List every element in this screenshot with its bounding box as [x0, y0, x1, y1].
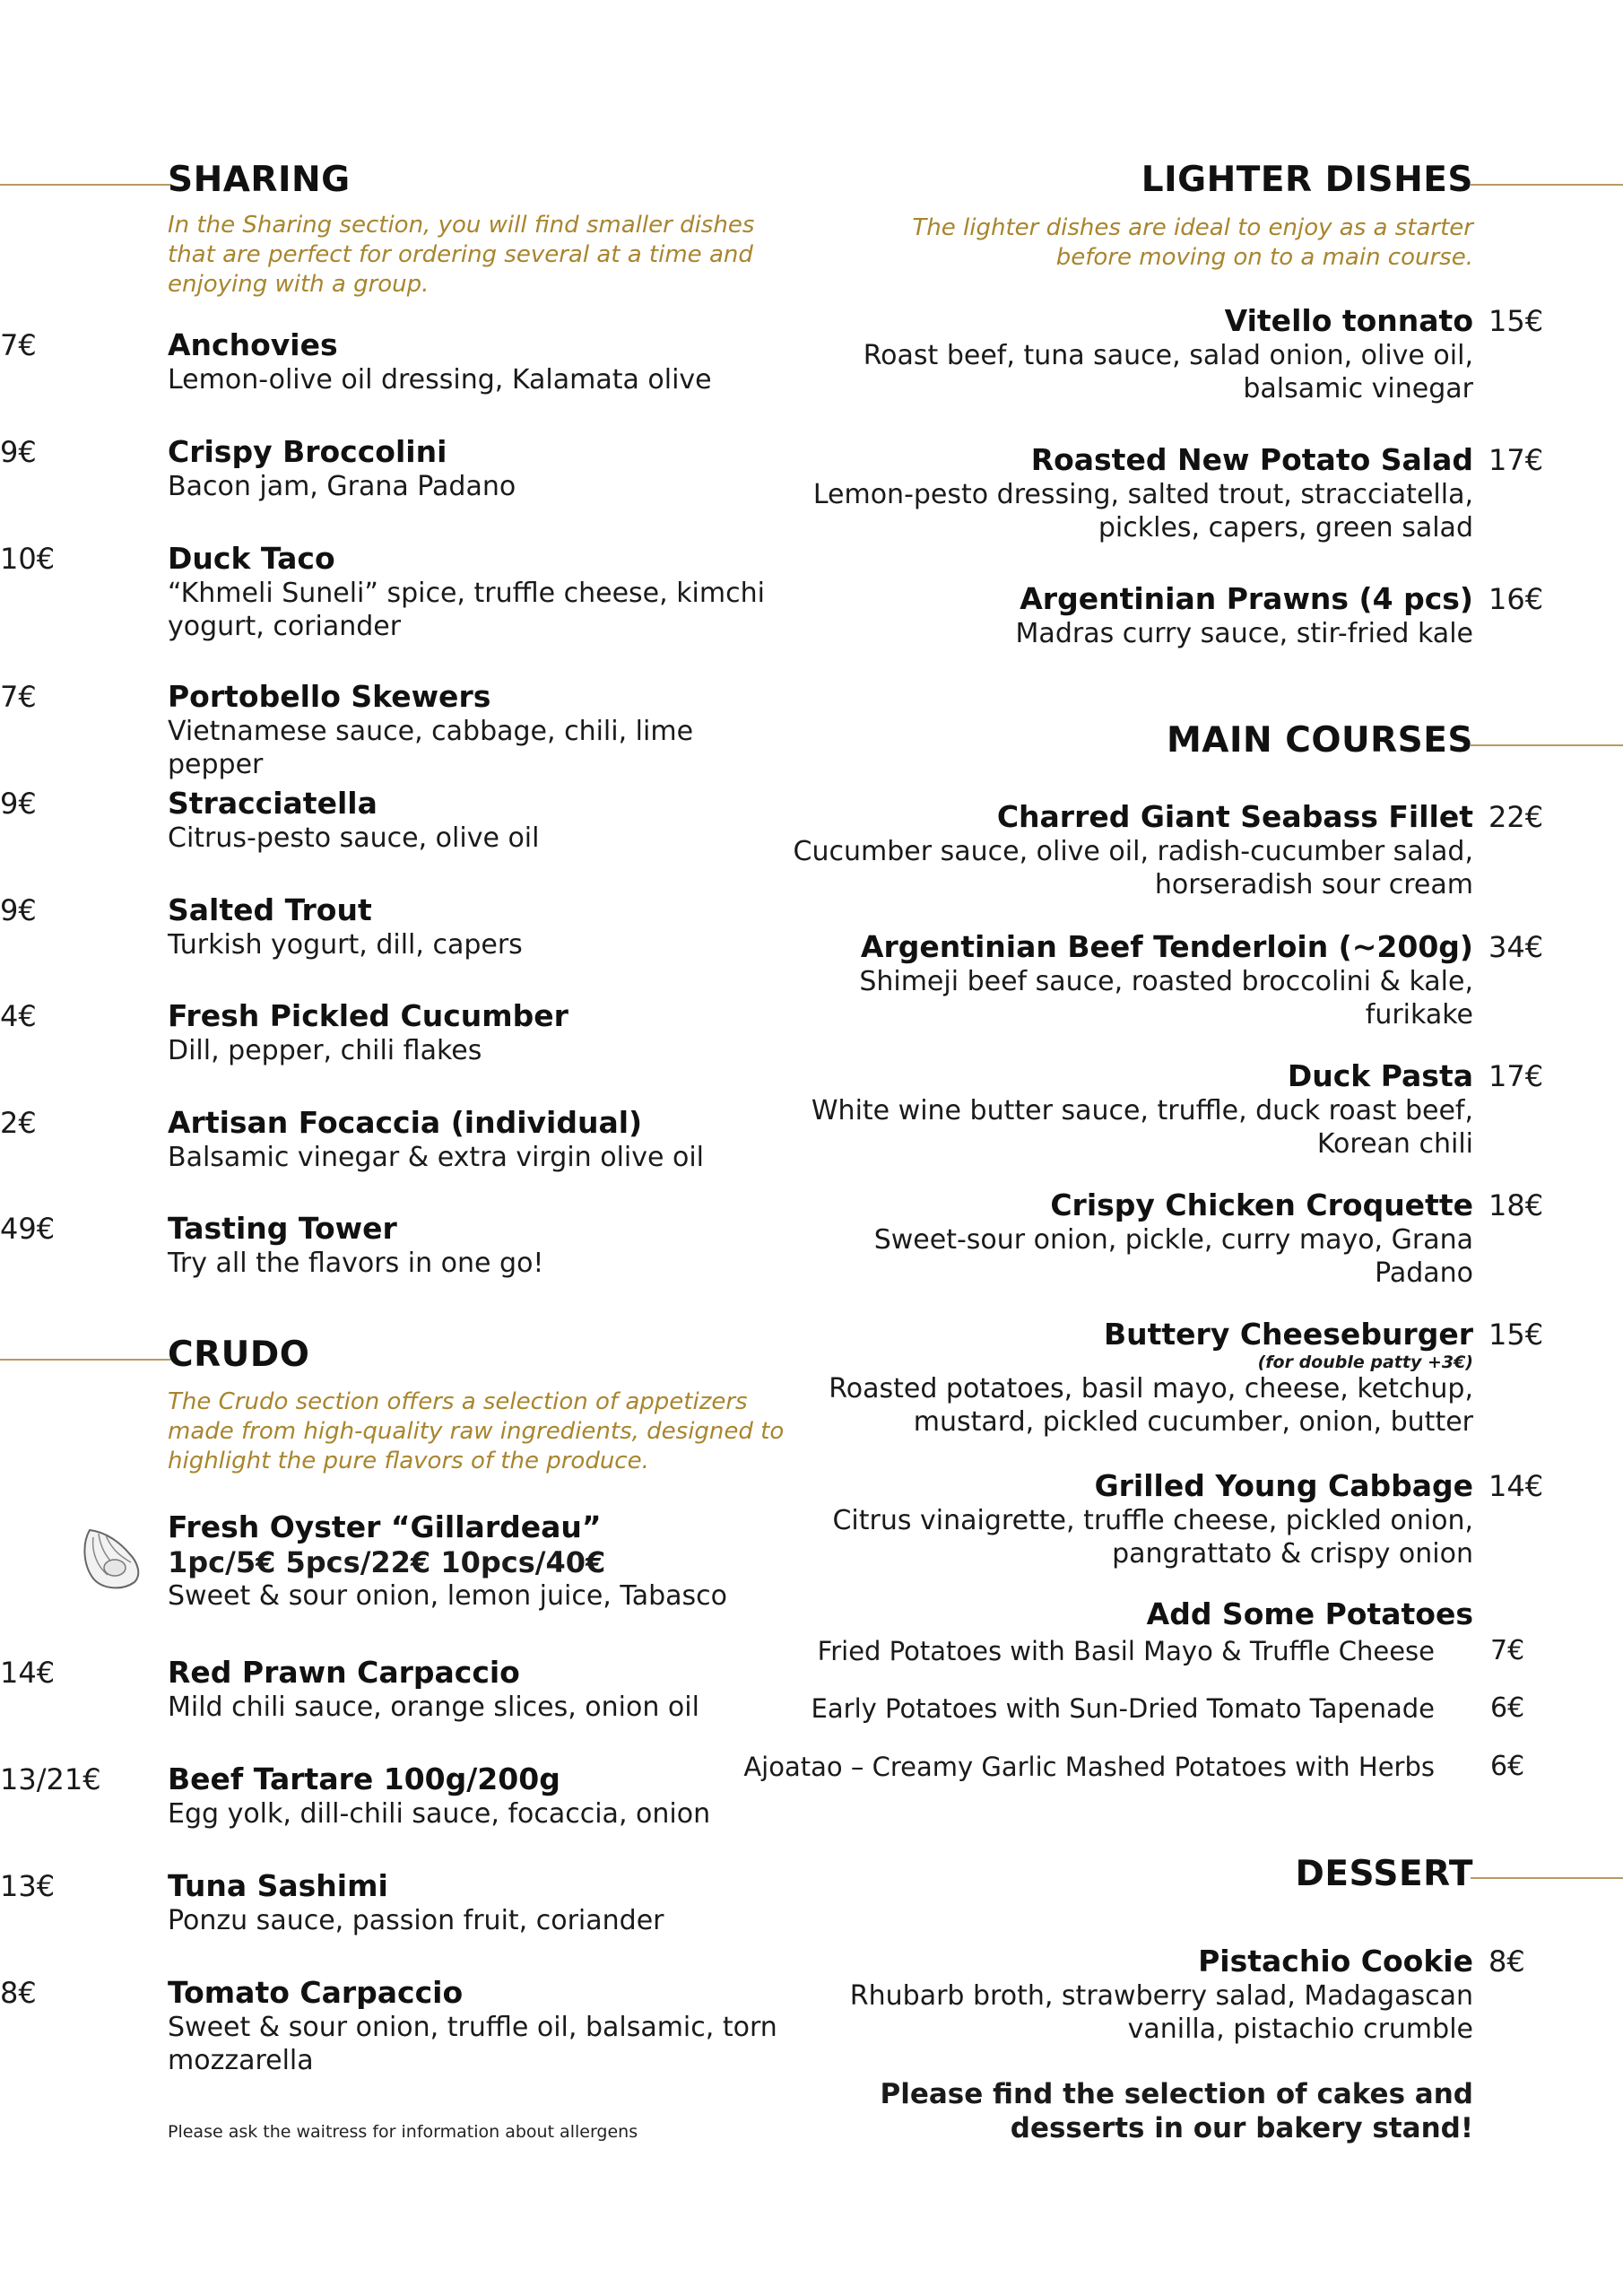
menu-item [792, 303, 1473, 405]
item-name: Duck Taco [168, 541, 335, 576]
item-desc: Vietnamese sauce, cabbage, chili, lime pepper [168, 716, 694, 780]
item-price: 9€ [0, 435, 37, 469]
allergen-note: Please ask the waitress for information about allergens [168, 2122, 638, 2142]
crudo-heading: CRUDO [168, 1335, 310, 1375]
item-price: 17€ [1488, 443, 1544, 477]
menu-item [168, 786, 786, 855]
item-price: 14€ [0, 1656, 56, 1690]
menu-item [168, 679, 786, 781]
crudo-rule [0, 1359, 170, 1361]
item-price: 8€ [1488, 1944, 1525, 1979]
item-price: 13/21€ [0, 1762, 101, 1796]
item-desc: Roast beef, tuna sauce, salad onion, olive oil, balsamic vinegar [863, 340, 1473, 404]
item-desc: Bacon jam, Grana Padano [168, 471, 516, 502]
item-name: Portobello Skewers [168, 679, 491, 714]
item-note: (for double patty +3€) [1257, 1352, 1473, 1372]
menu-item [168, 1868, 786, 1937]
dessert-heading: DESSERT [1295, 1854, 1473, 1894]
item-desc: Lemon-olive oil dressing, Kalamata olive [168, 364, 712, 396]
item-price: 17€ [1488, 1059, 1544, 1093]
item-price: 2€ [0, 1106, 37, 1140]
oyster-desc: Sweet & sour onion, lemon juice, Tabasco [168, 1580, 728, 1612]
item-name: Pistachio Cookie [1198, 1944, 1473, 1979]
item-name: Argentinian Beef Tenderloin (~200g) [860, 929, 1473, 964]
item-price: 8€ [0, 1976, 37, 2010]
item-name: Artisan Focaccia (individual) [168, 1105, 643, 1140]
item-desc: Shimeji beef sauce, roasted broccolini & kale, furikake [859, 966, 1473, 1031]
item-desc: White wine butter sauce, truffle, duck roast beef, Korean chili [811, 1095, 1473, 1160]
menu-item [168, 892, 786, 961]
item-price: 18€ [1488, 1188, 1544, 1222]
item-name: Anchovies [168, 327, 338, 362]
item-price: 34€ [1488, 930, 1544, 964]
item-name: Argentinian Prawns (4 pcs) [1020, 581, 1473, 616]
item-price: 14€ [1488, 1469, 1544, 1503]
item-price: 9€ [0, 787, 37, 821]
sharing-intro: In the Sharing section, you will find smaller dishes that are perfect for ordering several at a time and enjoying with a group. [168, 212, 755, 298]
item-name: Crispy Chicken Croquette [1050, 1187, 1473, 1222]
lighter-heading: LIGHTER DISHES [1141, 160, 1473, 200]
item-desc: Madras curry sauce, stir-fried kale [1015, 618, 1473, 649]
menu-item [168, 327, 786, 396]
menu-item [792, 1317, 1473, 1439]
item-desc: Try all the flavors in one go! [168, 1248, 544, 1279]
item-name: Stracciatella [168, 786, 378, 821]
item-name: Charred Giant Seabass Fillet [996, 799, 1473, 834]
menu-item [168, 998, 786, 1067]
item-desc: Lemon-pesto dressing, salted trout, stracciatella, pickles, capers, green salad [812, 479, 1473, 544]
potato-price: 7€ [1490, 1635, 1525, 1666]
menu-item [792, 1468, 1473, 1570]
item-desc: Balsamic vinegar & extra virgin olive oil [168, 1142, 705, 1173]
item-name: Tomato Carpaccio [168, 1975, 464, 2010]
item-desc: Mild chili sauce, orange slices, onion oil [168, 1692, 699, 1723]
item-name: Salted Trout [168, 892, 372, 927]
potato-price: 6€ [1490, 1692, 1525, 1724]
item-price: 9€ [0, 893, 37, 927]
item-name: Red Prawn Carpaccio [168, 1655, 520, 1690]
dessert-rule [1471, 1877, 1623, 1879]
menu-item [792, 799, 1473, 901]
potato-price: 6€ [1490, 1751, 1525, 1782]
menu-item [168, 434, 786, 503]
sharing-rule [0, 184, 170, 186]
potatoes-heading: Add Some Potatoes [1146, 1596, 1473, 1631]
item-desc: “Khmeli Suneli” spice, truffle cheese, kimchi yogurt, coriander [168, 578, 765, 642]
item-price: 7€ [0, 328, 37, 362]
potato-item: Fried Potatoes with Basil Mayo & Truffle Cheese [817, 1636, 1435, 1666]
menu-item [792, 1187, 1473, 1290]
item-desc: Citrus vinaigrette, truffle cheese, pickled onion, pangrattato & crispy onion [832, 1505, 1473, 1570]
mains-heading: MAIN COURSES [1166, 720, 1473, 761]
item-name: Grilled Young Cabbage [1094, 1468, 1473, 1503]
item-price: 15€ [1488, 304, 1544, 338]
menu-item [792, 442, 1473, 544]
item-price: 15€ [1488, 1318, 1544, 1352]
oyster-prices: 1pc/5€ 5pcs/22€ 10pcs/40€ [168, 1545, 606, 1579]
item-desc: Roasted potatoes, basil mayo, cheese, ketchup, mustard, pickled cucumber, onion, butter [829, 1373, 1473, 1438]
potato-item: Early Potatoes with Sun-Dried Tomato Tapenade [811, 1693, 1435, 1724]
item-desc: Sweet-sour onion, pickle, curry mayo, Grana Padano [873, 1224, 1473, 1289]
item-name: Fresh Pickled Cucumber [168, 998, 568, 1033]
item-desc: Ponzu sauce, passion fruit, coriander [168, 1905, 664, 1936]
item-desc: Rhubarb broth, strawberry salad, Madagascan vanilla, pistachio crumble [849, 1980, 1473, 2045]
menu-item [168, 1105, 786, 1174]
bakery-note: Please find the selection of cakes and desserts in our bakery stand! [880, 2078, 1473, 2144]
potato-item: Ajoatao – Creamy Garlic Mashed Potatoes with Herbs [743, 1752, 1435, 1782]
menu-item [792, 1058, 1473, 1161]
item-desc: Turkish yogurt, dill, capers [168, 929, 523, 961]
menu-item [168, 1975, 786, 2077]
item-name: Tuna Sashimi [168, 1868, 388, 1903]
item-name: Buttery Cheeseburger [1103, 1317, 1473, 1352]
item-price: 16€ [1488, 582, 1544, 616]
item-price: 49€ [0, 1212, 56, 1246]
lighter-rule [1471, 184, 1623, 186]
sharing-heading: SHARING [168, 160, 351, 200]
menu-item [792, 929, 1473, 1031]
item-name: Roasted New Potato Salad [1030, 442, 1473, 477]
item-desc: Sweet & sour onion, truffle oil, balsamic, torn mozzarella [168, 2012, 777, 2076]
crudo-intro: The Crudo section offers a selection of appetizers made from high-quality raw ingredients, designed to highlight the pure flavors of the produce. [168, 1388, 785, 1474]
menu-item [168, 541, 786, 643]
item-price: 13€ [0, 1869, 56, 1903]
oyster-item [168, 1509, 786, 1613]
item-price: 10€ [0, 542, 56, 576]
item-name: Beef Tartare 100g/200g [168, 1761, 560, 1796]
item-price: 4€ [0, 999, 37, 1033]
item-price: 22€ [1488, 800, 1544, 834]
item-name: Tasting Tower [168, 1211, 397, 1246]
item-desc: Cucumber sauce, olive oil, radish-cucumber salad, horseradish sour cream [793, 836, 1473, 900]
item-desc: Dill, pepper, chili flakes [168, 1035, 482, 1066]
menu-item [792, 581, 1473, 650]
lighter-intro: The lighter dishes are ideal to enjoy as a starter before moving on to a main course. [912, 214, 1473, 271]
item-name: Vitello tonnato [1224, 303, 1473, 338]
oyster-icon [79, 1523, 143, 1593]
menu-item [168, 1211, 786, 1280]
item-desc: Citrus-pesto sauce, olive oil [168, 822, 540, 854]
item-price: 7€ [0, 680, 37, 714]
item-name: Crispy Broccolini [168, 434, 447, 469]
oyster-name: Fresh Oyster “Gillardeau” [168, 1509, 602, 1544]
item-name: Duck Pasta [1287, 1058, 1473, 1093]
menu-item [792, 1944, 1473, 2046]
item-desc: Egg yolk, dill-chili sauce, focaccia, onion [168, 1798, 711, 1830]
mains-rule [1471, 744, 1623, 746]
